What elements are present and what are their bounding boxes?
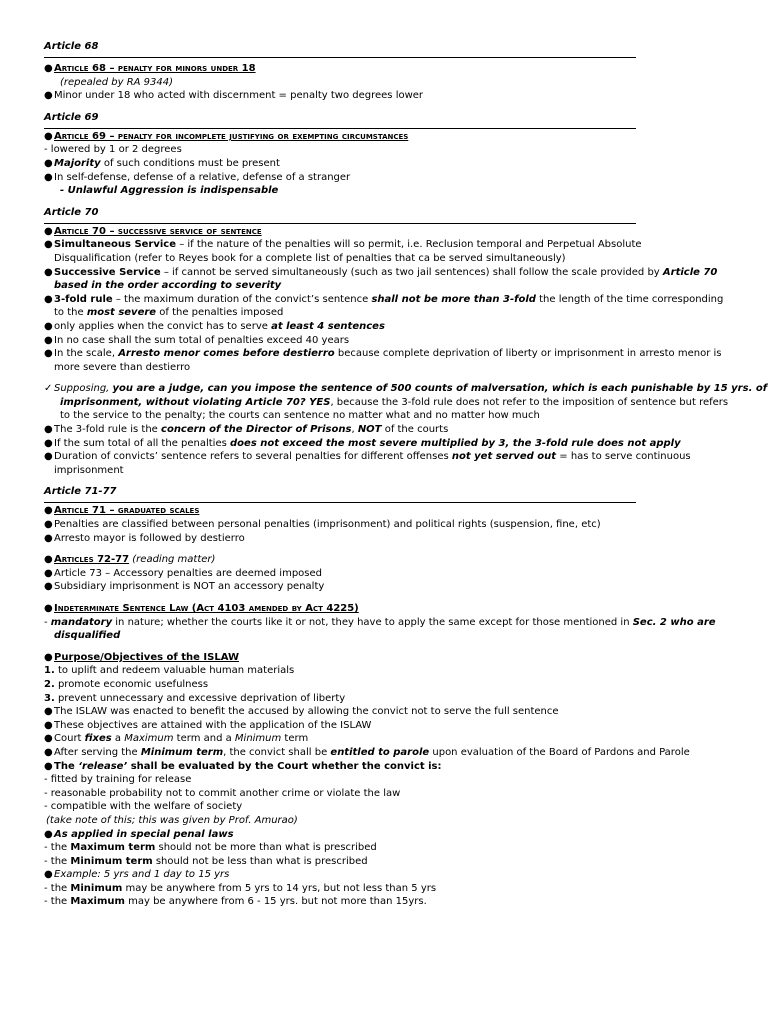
article-71-title-item xyxy=(44,504,724,518)
repealed-note: (repealed by RA 9344) xyxy=(60,76,174,88)
list-item: ●Arresto mayor is followed by destierro xyxy=(44,532,245,544)
bullet-icon: ● xyxy=(44,869,53,881)
islaw-title-item: ●Indeterminate Sentence Law (Act 4103 amended by Act 4225) xyxy=(44,603,359,614)
divider xyxy=(44,223,636,224)
list-item: ●Article 73 – Accessory penalties are deemed imposed xyxy=(44,567,323,579)
bullet-icon: ● xyxy=(44,603,53,614)
bullet-icon: ● xyxy=(44,63,53,74)
article-70-heading: Article 70 xyxy=(44,206,99,218)
list-item: - mandatory in nature; whether the courts like it or not, they have to apply the same except for those mentioned in Sec. 2 who are xyxy=(44,616,716,628)
bullet-icon: ● xyxy=(44,746,53,758)
bullet-icon: ● xyxy=(44,348,53,360)
list-item: ●The 3-fold rule is the concern of the Director of Prisons, NOT of the courts xyxy=(44,424,449,436)
list-item-cont: more severe than destierro xyxy=(54,361,191,373)
numbered-item: 2. promote economic usefulness xyxy=(44,678,209,690)
list-item: ●Majority of such conditions must be present xyxy=(44,157,280,169)
list-item: ●The ‘release’ shall be evaluated by the Court whether the convict is: xyxy=(44,760,442,772)
bullet-icon: ● xyxy=(44,225,53,237)
bullet-icon: ● xyxy=(44,706,53,718)
bullet-icon: ● xyxy=(44,239,53,251)
bullet-icon: ● xyxy=(44,828,53,840)
list-item: ●Minor under 18 who acted with discernment = penalty two degrees lower xyxy=(44,90,424,102)
list-item: ●Court fixes a Maximum term and a Minimum term xyxy=(44,733,309,745)
list-item: - fitted by training for release xyxy=(44,774,192,786)
list-item: ●After serving the Minimum term, the convict shall be entitled to parole upon evaluation of the Board of Pardons and Parole xyxy=(44,746,690,758)
bullet-icon: ● xyxy=(44,424,53,436)
article-70-title-item xyxy=(44,225,724,239)
bullet-icon: ● xyxy=(44,437,53,449)
list-item: - the Maximum term should not be more than what is prescribed xyxy=(44,842,377,854)
bullet-icon: ● xyxy=(44,451,53,463)
bullet-icon: ● xyxy=(44,130,53,142)
bullet-icon: ● xyxy=(44,293,53,305)
article-71-title: Article 71 – graduated scales xyxy=(54,505,200,517)
divider xyxy=(44,57,636,58)
bullet-icon: ● xyxy=(44,760,53,772)
list-item: ●Example: 5 yrs and 1 day to 15 yrs xyxy=(44,869,230,881)
list-item: ●3-fold rule – the maximum duration of the convict’s sentence shall not be more than 3-fold the length of the time corresponding xyxy=(44,293,724,305)
bullet-icon: ● xyxy=(44,334,53,346)
bullet-icon: ● xyxy=(44,567,53,579)
list-item: ●Simultaneous Service – if the nature of the penalties will so permit, i.e. Reclusion temporal and Perpetual Absolute xyxy=(44,239,642,251)
list-item: ●Penalties are classified between personal penalties (imprisonment) and political rights (suspension, fine, etc) xyxy=(44,519,601,531)
list-item: ●In no case shall the sum total of penalties exceed 40 years xyxy=(44,334,350,346)
checked-question-cont: imprisonment, without violating Article 70? YES, because the 3-fold rule does not refer to the imposition of sentence but refers xyxy=(60,396,729,408)
list-item: ●In the scale, Arresto menor comes before destierro because complete deprivation of liberty or imprisonment in arresto menor is xyxy=(44,348,722,360)
list-item: - Unlawful Aggression is indispensable xyxy=(60,185,279,197)
document-page xyxy=(44,40,768,909)
list-item: ●The ISLAW was enacted to benefit the accused by allowing the convict not to serve the full sentence xyxy=(44,706,559,718)
bullet-icon: ● xyxy=(44,171,53,183)
articles-72-77-item: ●Articles 72-77 (reading matter) xyxy=(44,554,216,566)
bullet-icon: ● xyxy=(44,519,53,531)
list-item: - reasonable probability not to commit another crime or violate the law xyxy=(44,787,401,799)
list-item-cont: imprisonment xyxy=(54,464,124,476)
note: (take note of this; this was given by Prof. Amurao) xyxy=(46,814,298,826)
list-item: ●Duration of convicts’ sentence refers to several penalties for different offenses not yet served out = has to serve continuous xyxy=(44,451,691,463)
list-item: - the Minimum may be anywhere from 5 yrs to 14 yrs, but not less than 5 yrs xyxy=(44,882,437,894)
checked-question: ✓ Supposing, you are a judge, can you impose the sentence of 500 counts of malversation, which is each punishable by 15 yrs. of xyxy=(44,383,768,395)
bullet-icon: ● xyxy=(44,733,53,745)
numbered-item: 3. prevent unnecessary and excessive deprivation of liberty xyxy=(44,692,346,704)
article-69-title: Article 69 – penalty for incomplete justifying or exempting circumstances xyxy=(54,130,409,142)
list-item: ●Subsidiary imprisonment is NOT an accessory penalty xyxy=(44,581,325,593)
islaw-purpose-item: ●Purpose/Objectives of the ISLAW xyxy=(44,651,240,663)
article-71-77-heading: Article 71-77 xyxy=(44,486,117,498)
bullet-icon: ● xyxy=(44,320,53,332)
list-item: ●As applied in special penal laws xyxy=(44,828,234,840)
list-item: - lowered by 1 or 2 degrees xyxy=(44,144,182,156)
bullet-icon: ● xyxy=(44,532,53,544)
bullet-icon: ● xyxy=(44,719,53,731)
list-item: ●In self-defense, defense of a relative, defense of a stranger xyxy=(44,171,351,183)
bullet-icon: ● xyxy=(44,90,53,102)
bullet-icon: ● xyxy=(44,581,53,593)
bullet-icon: ● xyxy=(44,651,53,663)
list-item: ●If the sum total of all the penalties does not exceed the most severe multiplied by 3, the 3-fold rule does not apply xyxy=(44,437,681,449)
bullet-icon: ● xyxy=(44,554,53,566)
list-item: ●Successive Service – if cannot be served simultaneously (such as two jail sentences) shall follow the scale provided by Article 70 xyxy=(44,266,718,278)
article-70-title: Article 70 – successive service of sentence xyxy=(54,225,262,237)
bullet-icon: ● xyxy=(44,157,53,169)
bullet-icon: ● xyxy=(44,505,53,517)
list-item: - the Minimum term should not be less than what is prescribed xyxy=(44,855,368,867)
article-69-heading: Article 69 xyxy=(44,111,99,123)
article-68-heading: Article 68 xyxy=(44,41,99,52)
numbered-item: 1. to uplift and redeem valuable human materials xyxy=(44,665,295,677)
list-item-cont: Disqualification (refer to Reyes book for a complete list of penalties that ca be served simultaneously) xyxy=(54,252,566,264)
article-68-title: Article 68 – penalty for minors under 18 xyxy=(54,63,256,74)
list-item: - the Maximum may be anywhere from 6 - 15 yrs. but not more than 15yrs. xyxy=(44,896,427,908)
article-69-title-item xyxy=(44,130,724,144)
list-item: ●only applies when the convict has to serve at least 4 sentences xyxy=(44,320,385,332)
list-item-cont: to the most severe of the penalties imposed xyxy=(54,307,284,319)
article-68-title-item xyxy=(44,62,724,76)
checked-question-cont: to the service to the penalty; the courts can sentence no matter what and no matter how much xyxy=(60,410,540,422)
bullet-icon: ● xyxy=(44,266,53,278)
divider xyxy=(44,128,636,129)
divider xyxy=(44,502,636,503)
list-item: - compatible with the welfare of society xyxy=(44,801,243,813)
list-item-cont: based in the order according to severity xyxy=(54,280,282,292)
list-item-cont: disqualified xyxy=(54,630,121,642)
checkmark-icon: ✓ xyxy=(44,383,53,395)
list-item: ●These objectives are attained with the application of the ISLAW xyxy=(44,719,372,731)
